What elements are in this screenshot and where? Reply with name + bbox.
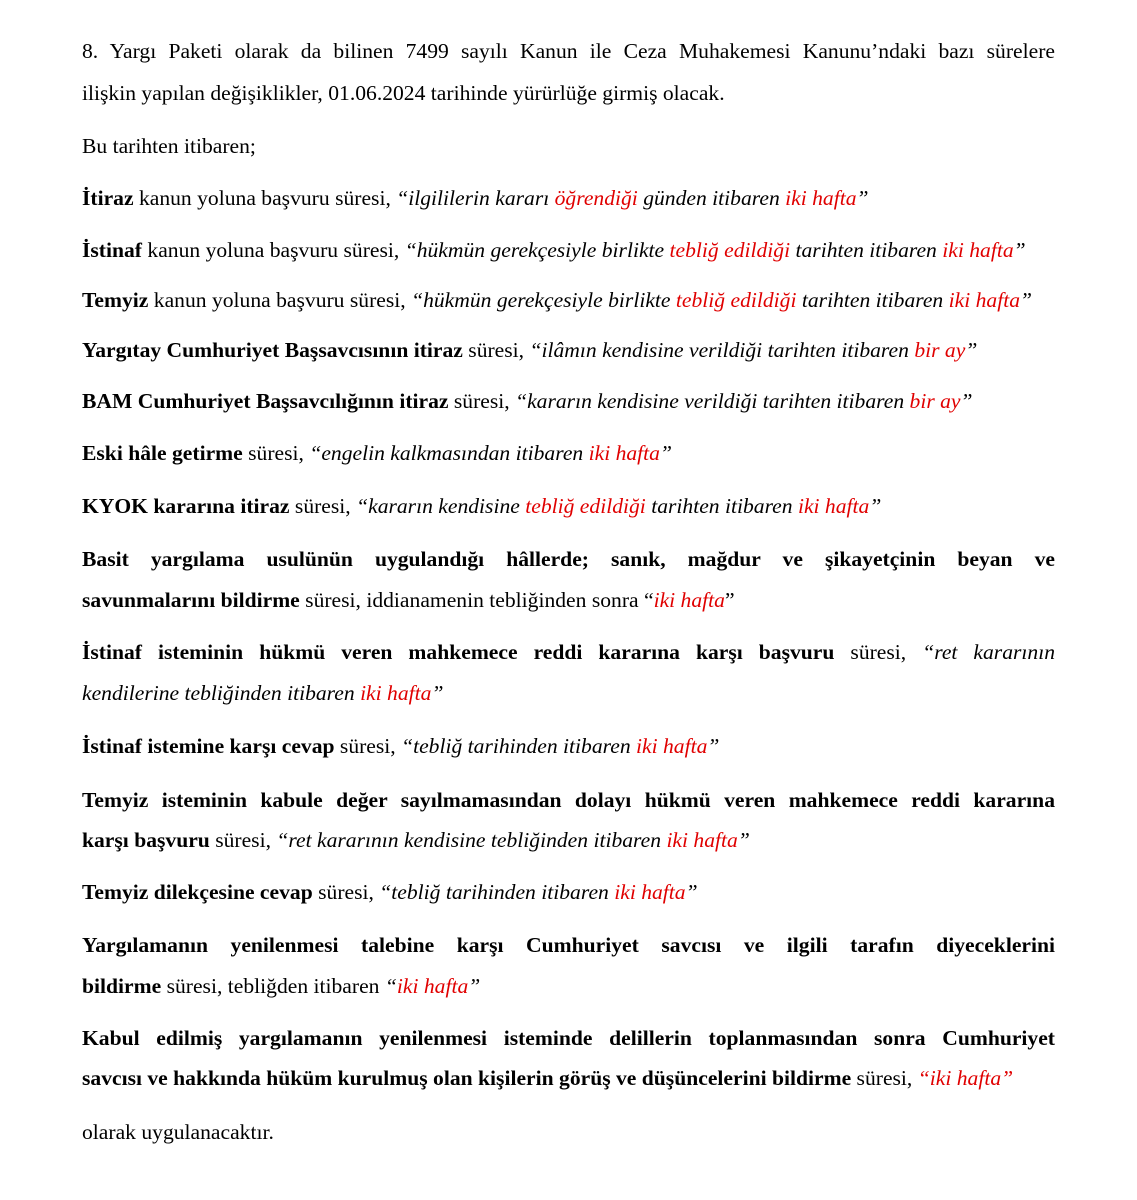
paragraph-kyok-itiraz <box>82 491 881 521</box>
quote-text: ” <box>659 441 672 465</box>
plain-text: süresi, <box>448 389 516 413</box>
plain-text: süresi, <box>834 640 923 664</box>
paragraph-istinaf-reddi-line-1 <box>82 637 1055 667</box>
intro-from-date: Bu tarihten itibaren; <box>82 134 256 158</box>
intro-line-2: ilişkin yapılan değişiklikler, 01.06.2024 tarihinde yürürlüğe girmiş olacak. <box>82 81 725 105</box>
plain-text: süresi, <box>209 828 277 852</box>
highlight: iki hafta <box>666 828 738 852</box>
term: İstinaf isteminin hükmü veren mahkemece reddi kararına karşı başvuru <box>82 640 835 664</box>
paragraph-yenilenme-talebi-line-2 <box>82 971 480 1001</box>
quote-text: “ <box>384 974 397 998</box>
plain-text: süresi, <box>289 494 357 518</box>
term: savunmalarını bildirme <box>82 588 300 612</box>
quote-text: “ <box>917 1066 930 1090</box>
quote-text: ” <box>707 734 720 758</box>
quote-text: “ret kararının kendisine tebliğinden itibaren <box>276 828 667 852</box>
highlight: bir ay <box>914 338 966 362</box>
highlight: iki hafta <box>588 441 660 465</box>
term: bildirme <box>82 974 162 998</box>
quote-text: ” <box>965 338 978 362</box>
term: savcısı ve hakkında hüküm kurulmuş olan kişilerin görüş ve düşüncelerini bildirme <box>82 1066 852 1090</box>
quote-text: “hükmün gerekçesiyle birlikte <box>411 288 676 312</box>
plain-text: süresi, <box>334 734 402 758</box>
plain-text: süresi, tebliğden itibaren <box>161 974 385 998</box>
term: KYOK kararına itiraz <box>82 494 290 518</box>
plain-text: kanun yoluna başvuru süresi, <box>142 238 405 262</box>
quote-text: “ret kararının <box>922 640 1056 664</box>
term: Temyiz dilekçesine cevap <box>82 880 313 904</box>
paragraph-yenilenme-talebi-line-1: Yargılamanın yenilenmesi talebine karşı Cumhuriyet savcısı ve ilgili tarafın diyeceklerini <box>82 933 1055 957</box>
paragraph-temyiz-reddi-line-1: Temyiz isteminin kabule değer sayılmamasından dolayı hükmü veren mahkemece reddi kararına <box>82 788 1055 812</box>
highlight: tebliğ edildiği <box>525 494 646 518</box>
paragraph-yargitay-itiraz <box>82 335 977 365</box>
plain-text: süresi, <box>851 1066 918 1090</box>
paragraph-istinaf-reddi-line-2 <box>82 678 443 708</box>
paragraph-eski-hale-getirme <box>82 438 672 468</box>
term: BAM Cumhuriyet Başsavcılığının itiraz <box>82 389 449 413</box>
paragraph-basit-yargilama-line-1: Basit yargılama usulünün uygulandığı hâllerde; sanık, mağdur ve şikayetçinin beyan ve <box>82 547 1055 571</box>
highlight: iki hafta <box>636 734 708 758</box>
quote-text: “tebliğ tarihinden itibaren <box>401 734 637 758</box>
quote-text: ” <box>1001 1066 1014 1090</box>
quote-text: “kararın kendisine verildiği tarihten itibaren <box>515 389 910 413</box>
plain-text: süresi, <box>242 441 310 465</box>
quote-text: “engelin kalkmasından itibaren <box>309 441 589 465</box>
plain-text: kanun yoluna başvuru süresi, <box>148 288 412 312</box>
quote-text: ” <box>1020 288 1033 312</box>
quote-text: “tebliğ tarihinden itibaren <box>379 880 615 904</box>
highlight: iki hafta <box>396 974 469 998</box>
highlight: bir ay <box>909 389 961 413</box>
quote-text: “ilgililerin kararı <box>396 186 555 210</box>
highlight: iki hafta <box>929 1066 1002 1090</box>
highlight: iki hafta <box>785 186 857 210</box>
paragraph-yenilenme-istemi-line-1: Kabul edilmiş yargılamanın yenilenmesi isteminde delillerin toplanmasından sonra Cumhuriyet <box>82 1026 1055 1050</box>
plain-text: ” <box>724 588 735 612</box>
highlight: iki hafta <box>360 681 432 705</box>
quote-text: kendilerine tebliğinden itibaren <box>82 681 361 705</box>
intro-line-1: 8. Yargı Paketi olarak da bilinen 7499 sayılı Kanun ile Ceza Muhakemesi Kanunu’ndaki bazı sürelere <box>82 39 1055 63</box>
paragraph-temyiz <box>82 285 1032 315</box>
term: Eski hâle getirme <box>82 441 243 465</box>
highlight: tebliğ edildiği <box>675 288 797 312</box>
plain-text: süresi, iddianamenin tebliğinden sonra “ <box>299 588 654 612</box>
quote-text: tarihten itibaren <box>796 288 949 312</box>
paragraph-istinaf <box>82 235 1026 265</box>
quote-text: “hükmün gerekçesiyle birlikte <box>404 238 670 262</box>
quote-text: ” <box>856 186 869 210</box>
paragraph-yenilenme-istemi-line-2 <box>82 1063 1013 1093</box>
plain-text: kanun yoluna başvuru süresi, <box>133 186 397 210</box>
term: İtiraz <box>82 186 134 210</box>
quote-text: ” <box>468 974 481 998</box>
quote-text: “kararın kendisine <box>356 494 526 518</box>
paragraph-basit-yargilama-line-2 <box>82 585 735 615</box>
highlight: iki hafta <box>614 880 686 904</box>
quote-text: ” <box>737 828 750 852</box>
quote-text: tarihten itibaren <box>645 494 798 518</box>
highlight: iki hafta <box>948 288 1020 312</box>
term: Yargıtay Cumhuriyet Başsavcısının itiraz <box>82 338 463 362</box>
paragraph-itiraz <box>82 183 869 213</box>
plain-text: süresi, <box>312 880 380 904</box>
paragraph-temyiz-cevap <box>82 877 698 907</box>
closing-text: olarak uygulanacaktır. <box>82 1120 274 1144</box>
term: İstinaf <box>82 238 142 262</box>
paragraph-temyiz-reddi-line-2 <box>82 825 750 855</box>
term: Temyiz <box>82 288 149 312</box>
quote-text: ” <box>1013 238 1026 262</box>
term: karşı başvuru <box>82 828 210 852</box>
plain-text: süresi, <box>462 338 530 362</box>
highlight: iki hafta <box>942 238 1014 262</box>
quote-text: günden itibaren <box>637 186 786 210</box>
paragraph-istinaf-cevap <box>82 731 719 761</box>
quote-text: ” <box>869 494 882 518</box>
quote-text: ” <box>431 681 444 705</box>
highlight: tebliğ edildiği <box>669 238 791 262</box>
quote-text: ” <box>960 389 973 413</box>
highlight: iki hafta <box>797 494 870 518</box>
quote-text: ” <box>685 880 698 904</box>
highlight: öğrendiği <box>554 186 638 210</box>
paragraph-bam-itiraz <box>82 386 973 416</box>
quote-text: “ilâmın kendisine verildiği tarihten itibaren <box>529 338 915 362</box>
term: İstinaf istemine karşı cevap <box>82 734 335 758</box>
quote-text: tarihten itibaren <box>790 238 943 262</box>
highlight: iki hafta <box>653 588 725 612</box>
